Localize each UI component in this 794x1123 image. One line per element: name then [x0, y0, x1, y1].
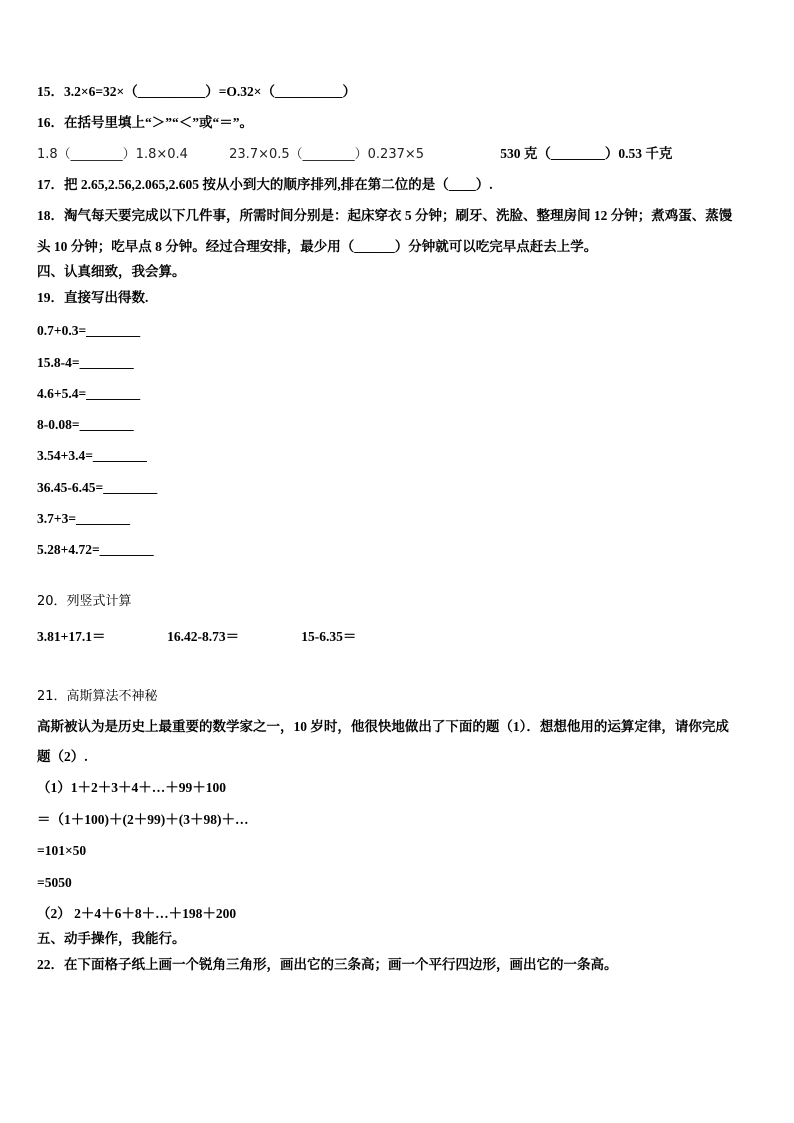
q19-item: 15.8-4=________	[37, 355, 134, 370]
q19-item: 5.28+4.72=________	[37, 542, 154, 557]
q19-item: 3.7+3=________	[37, 511, 131, 526]
question-21: 21．高斯算法不神秘	[37, 689, 158, 704]
question-19: 19．直接写出得数.	[37, 290, 149, 305]
q21-step: ＝（1＋100)＋(2＋99)＋(3＋98)＋…	[37, 812, 249, 827]
q16-item-3: 530 克（________）0.53 千克	[500, 146, 673, 161]
question-16-row	[37, 146, 672, 163]
q21-step: =101×50	[37, 843, 87, 858]
q20-item-1: 3.81+17.1＝	[37, 629, 106, 644]
q19-item: 0.7+0.3=________	[37, 323, 141, 338]
question-18-line-2: 头 10 分钟；吃早点 8 分钟。经过合理安排，最少用（______）分钟就可以吃完早点赶去上学。	[37, 239, 598, 254]
q19-item: 36.45-6.45=________	[37, 480, 158, 495]
q19-item: 4.6+5.4=________	[37, 386, 141, 401]
section-4-heading: 四、认真细致，我会算。	[37, 264, 186, 279]
question-21-line-1: 高斯被认为是历史上最重要的数学家之一，10 岁时，他很快地做出了下面的题（1）．想想他用的运算定律，请你完成	[37, 719, 729, 734]
q20-item-3: 15-6.35＝	[301, 629, 357, 644]
q21-step: （1）1＋2＋3＋4＋…＋99＋100	[37, 780, 226, 795]
question-20-row	[37, 629, 356, 646]
q20-item-2: 16.42-8.73＝	[167, 629, 240, 644]
q21-step: （2） 2＋4＋6＋8＋…＋198＋200	[37, 906, 237, 921]
question-22: 22．在下面格子纸上画一个锐角三角形，画出它的三条高；画一个平行四边形，画出它的一条高。	[37, 957, 618, 972]
question-15: 15．3.2×6=32×（__________）=O.32×（__________）	[37, 84, 356, 99]
question-16: 16．在括号里填上“＞”“＜”或“＝”。	[37, 115, 253, 130]
section-5-heading: 五、动手操作，我能行。	[37, 931, 186, 946]
q21-step: =5050	[37, 875, 72, 890]
q16-item-1: 1.8（________）1.8×0.4	[37, 147, 188, 162]
q19-item: 3.54+3.4=________	[37, 448, 147, 463]
question-18-line-1: 18．淘气每天要完成以下几件事，所需时间分别是：起床穿衣 5 分钟；刷牙、洗脸、整理房间 12 分钟；煮鸡蛋、蒸馒	[37, 208, 733, 223]
question-17: 17．把 2.65,2.56,2.065,2.605 按从小到大的顺序排列,排在第二位的是（____）.	[37, 177, 493, 192]
q16-item-2: 23.7×0.5（________）0.237×5	[229, 147, 425, 162]
q19-item: 8-0.08=________	[37, 417, 134, 432]
question-20: 20．列竖式计算	[37, 594, 132, 609]
question-21-line-2: 题（2）.	[37, 749, 88, 764]
